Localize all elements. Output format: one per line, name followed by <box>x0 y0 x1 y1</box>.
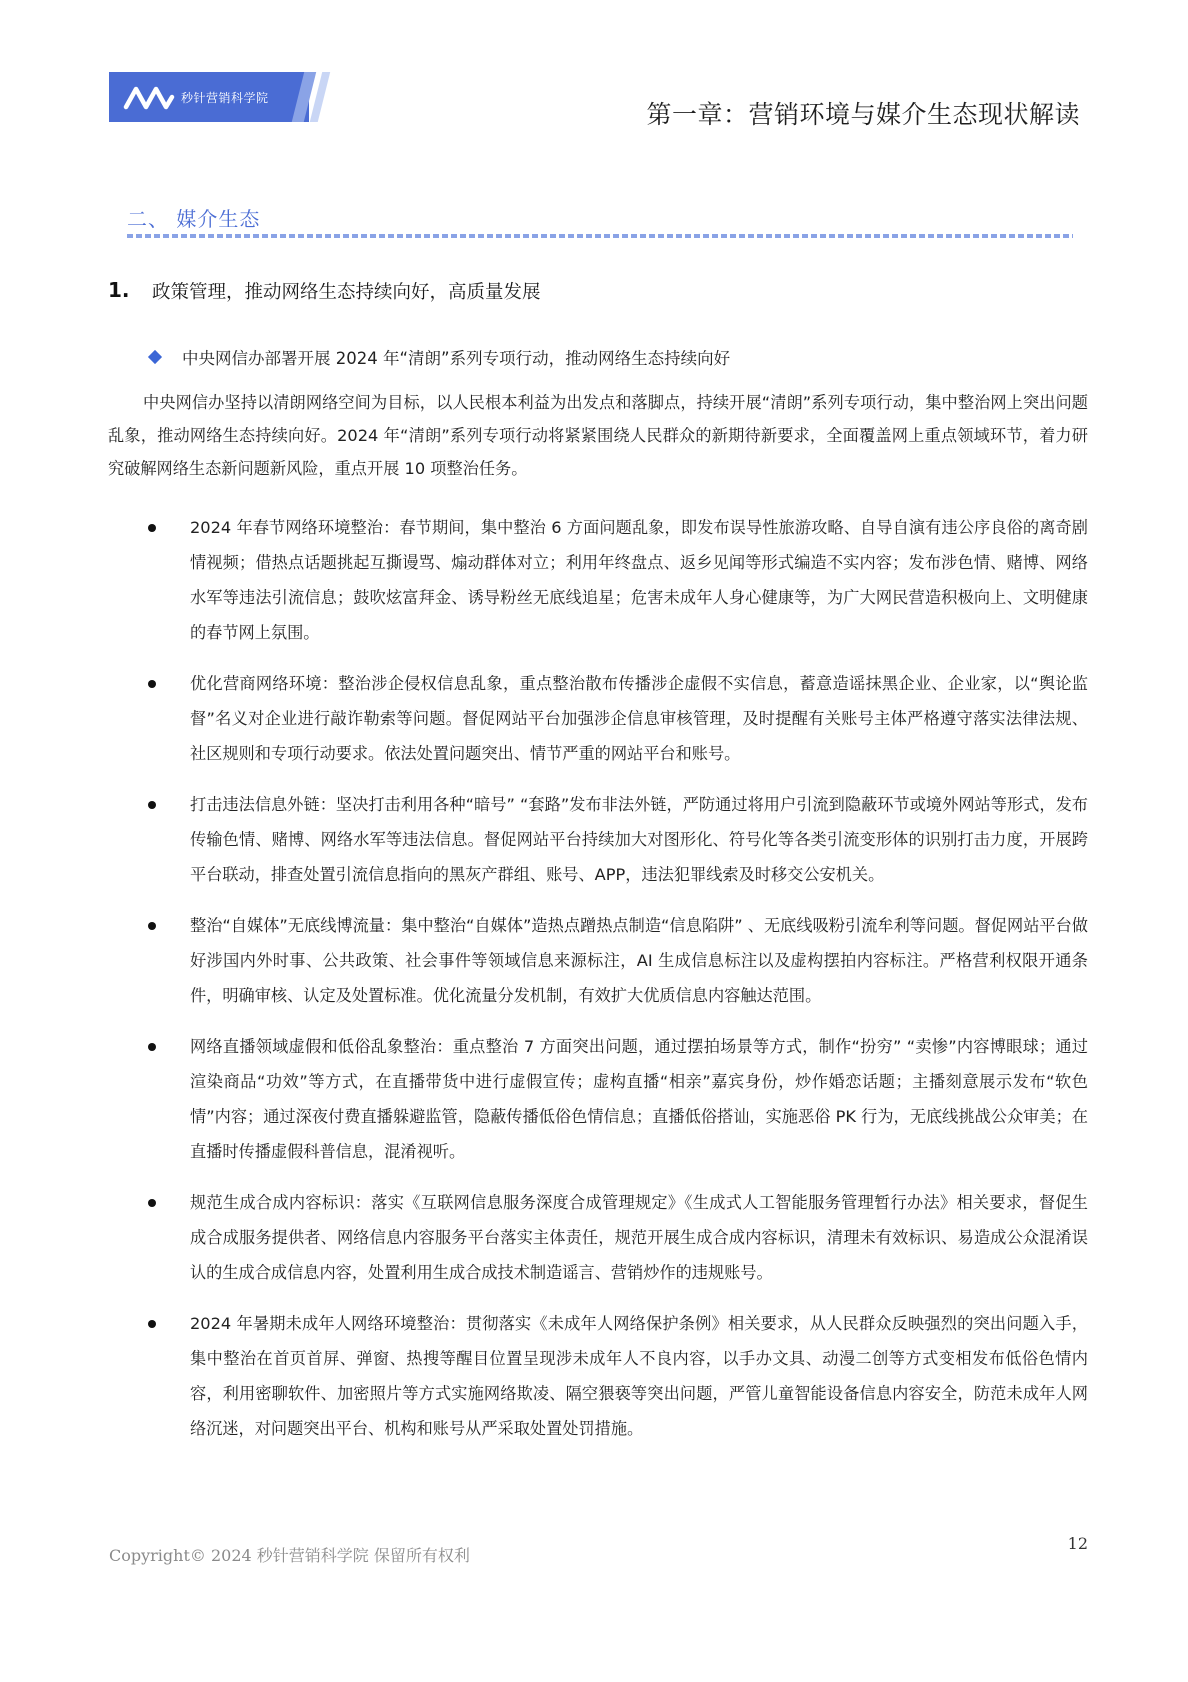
list-item-text: 2024 年暑期未成年人网络环境整治：贯彻落实《未成年人网络保护条例》相关要求，从人民群众反映强烈的突出问题入手，集中整治在首页首屏、弹窗、热搜等醒目位置呈现涉未成年人不良内容，以手办文具、动漫二创等方式变相发布低俗色情内容，利用密聊软件、加密照片等方式实施网络欺凌、隔空猥亵等突出问题，严管儿童智能设备信息内容安全，防范未成年人网络沉迷，对问题突出平台、机构和账号从严采取处置处罚措施。 <box>190 1314 1088 1438</box>
intro-paragraph: 中央网信办坚持以清朗网络空间为目标，以人民根本利益为出发点和落脚点，持续开展“清朗”系列专项行动，集中整治网上突出问题乱象，推动网络生态持续向好。2024 年“清朗”系列专项行动将紧紧围绕人民群众的新期待新要求，全面覆盖网上重点领域环节，着力研究破解网络生态新问题新风险，重点开展 10 项整治任务。 <box>108 393 1088 478</box>
list-item <box>108 787 1088 892</box>
list-item-text: 网络直播领域虚假和低俗乱象整治：重点整治 7 方面突出问题，通过摆拍场景等方式，制作“扮穷” “卖惨”内容博眼球；通过渲染商品“功效”等方式，在直播带货中进行虚假宣传；虚构直播“相亲”嘉宾身份，炒作婚恋话题；主播刻意展示发布“软色情”内容；通过深夜付费直播躲避监管，隐蔽传播低俗色情信息；直播低俗搭讪，实施恶俗 PK 行为，无底线挑战公众审美；在直播时传播虚假科普信息，混淆视听。 <box>190 1037 1088 1161</box>
subsection-title: 政策管理，推动网络生态持续向好，高质量发展 <box>152 282 541 303</box>
list-item-text: 优化营商网络环境：整治涉企侵权信息乱象，重点整治散布传播涉企虚假不实信息，蓄意造谣抹黑企业、企业家，以“舆论监督”名义对企业进行敲诈勒索等问题。督促网站平台加强涉企信息审核管理，及时提醒有关账号主体严格遵守落实法律法规、社区规则和专项行动要求。依法处置问题突出、情节严重的网站平台和账号。 <box>190 674 1088 763</box>
list-item <box>108 1185 1088 1290</box>
bullet-dot-icon <box>148 801 156 809</box>
diamond-point <box>150 345 730 369</box>
list-item <box>108 1306 1088 1446</box>
page-number: 12 <box>1067 1534 1088 1553</box>
bullet-dot-icon <box>148 1043 156 1051</box>
bullet-dot-icon <box>148 1320 156 1328</box>
bullet-dot-icon <box>148 1199 156 1207</box>
bullet-list <box>108 510 1088 1462</box>
list-item <box>108 1029 1088 1169</box>
bullet-dot-icon <box>148 524 156 532</box>
wave-m-logo-icon <box>123 83 175 111</box>
logo-banner <box>109 72 309 122</box>
section-heading: 二、 媒介生态 <box>127 207 261 231</box>
list-item-text: 2024 年春节网络环境整治：春节期间，集中整治 6 方面问题乱象，即发布误导性旅游攻略、自导自演有违公序良俗的离奇剧情视频；借热点话题挑起互撕谩骂、煽动群体对立；利用年终盘点、返乡见闻等形式编造不实内容；发布涉色情、赌博、网络水军等违法引流信息；鼓吹炫富拜金、诱导粉丝无底线追星；危害未成年人身心健康等，为广大网民营造积极向上、文明健康的春节网上氛围。 <box>190 518 1088 642</box>
subsection-number: 1. <box>108 278 130 302</box>
section-divider <box>127 234 1073 238</box>
bullet-dot-icon <box>148 680 156 688</box>
list-item <box>108 908 1088 1013</box>
footer-copyright: Copyright© 2024 秒针营销科学院 保留所有权利 <box>109 1546 470 1565</box>
list-item-text: 打击违法信息外链：坚决打击利用各种“暗号” “套路”发布非法外链，严防通过将用户引流到隐蔽环节或境外网站等形式，发布传输色情、赌博、网络水军等违法信息。督促网站平台持续加大对图形化、符号化等各类引流变形体的识别打击力度，开展跨平台联动，排查处置引流信息指向的黑灰产群组、账号、APP，违法犯罪线索及时移交公安机关。 <box>190 795 1088 884</box>
bullet-dot-icon <box>148 922 156 930</box>
diamond-point-text: 中央网信办部署开展 2024 年“清朗”系列专项行动，推动网络生态持续向好 <box>182 349 731 368</box>
chapter-title: 第一章：营销环境与媒介生态现状解读 <box>646 100 1080 129</box>
list-item <box>108 666 1088 771</box>
list-item-text: 整治“自媒体”无底线博流量：集中整治“自媒体”造热点蹭热点制造“信息陷阱” 、无底线吸粉引流牟利等问题。督促网站平台做好涉国内外时事、公共政策、社会事件等领域信息来源标注，AI 生成信息标注以及虚构摆拍内容标注。严格营利权限开通条件，明确审核、认定及处置标准。优化流量分发机制，有效扩大优质信息内容触达范围。 <box>190 916 1088 1005</box>
diamond-bullet-icon <box>148 350 162 364</box>
logo-text: 秒针营销科学院 <box>181 90 269 105</box>
list-item <box>108 510 1088 650</box>
list-item-text: 规范生成合成内容标识：落实《互联网信息服务深度合成管理规定》《生成式人工智能服务管理暂行办法》相关要求，督促生成合成服务提供者、网络信息内容服务平台落实主体责任，规范开展生成合成内容标识，清理未有效标识、易造成公众混淆误认的生成合成信息内容，处置利用生成合成技术制造谣言、营销炒作的违规账号。 <box>190 1193 1088 1282</box>
